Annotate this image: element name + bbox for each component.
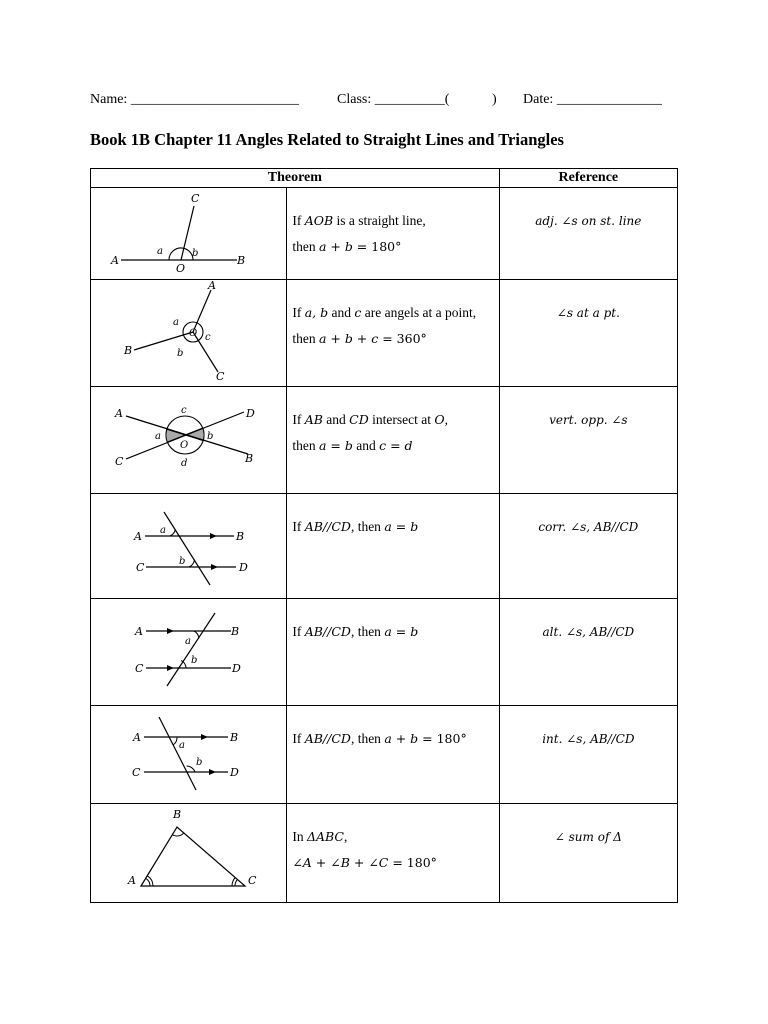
statement-cell: [287, 599, 499, 706]
class-field[interactable]: Class: __________(: [337, 92, 450, 107]
vertical-angles-diagram: [91, 387, 287, 493]
figure-cell: [91, 188, 287, 280]
theorem-row-vertical-angles: [91, 387, 678, 494]
name-field[interactable]: Name: ________________________: [90, 92, 299, 107]
statement-line-1: If AB//CD, then a + b = 180°: [292, 731, 467, 746]
reference-cell: [499, 804, 677, 903]
svg-text:C: C: [135, 662, 144, 675]
svg-text:a: a: [160, 525, 166, 536]
statement-line-2: ∠A + ∠B + ∠C = 180°: [292, 855, 437, 870]
svg-text:a: a: [179, 740, 185, 751]
svg-text:O: O: [180, 440, 189, 451]
svg-text:A: A: [128, 874, 136, 887]
class-number-close: ): [492, 92, 497, 107]
svg-text:c: c: [205, 332, 211, 343]
statement-line-2: then a = b and c = d: [292, 438, 413, 453]
svg-text:D: D: [230, 766, 239, 779]
figure-cell: [91, 494, 287, 599]
statement-cell: [287, 387, 499, 494]
svg-text:A: A: [208, 280, 216, 292]
alternate-angles-diagram: [91, 599, 287, 705]
svg-text:A: A: [133, 731, 141, 744]
figure-cell: [91, 599, 287, 706]
figure-cell: [91, 280, 287, 387]
theorem-row-triangle-sum: [91, 804, 678, 903]
svg-text:A: A: [135, 625, 143, 638]
reference-cell: [499, 188, 677, 280]
svg-text:a: a: [185, 636, 191, 647]
reference-text: corr. ∠s, AB//CD: [538, 520, 639, 534]
statement-line-1: In ΔABC,: [292, 829, 348, 844]
corresponding-angles-diagram: [91, 494, 287, 598]
svg-text:a: a: [155, 431, 161, 442]
svg-text:D: D: [239, 561, 248, 574]
svg-text:D: D: [232, 662, 241, 675]
svg-text:d: d: [181, 458, 188, 469]
svg-text:C: C: [216, 370, 225, 383]
statement-cell: [287, 280, 499, 387]
svg-text:b: b: [177, 348, 184, 359]
svg-text:B: B: [237, 254, 246, 267]
theorem-row-corresponding-angles: [91, 494, 678, 599]
svg-text:D: D: [246, 407, 255, 420]
statement-cell: [287, 494, 499, 599]
date-field[interactable]: Date: _______________: [523, 92, 662, 107]
statement-cell: [287, 706, 499, 804]
statement-line-1: If a, b and c are angels at a point,: [292, 305, 477, 320]
svg-text:A: A: [115, 407, 123, 420]
svg-text:b: b: [207, 431, 214, 442]
theorem-table: [90, 168, 678, 903]
svg-text:b: b: [196, 757, 203, 768]
svg-text:C: C: [136, 561, 145, 574]
figure-cell: [91, 706, 287, 804]
reference-text: ∠ sum of Δ: [554, 830, 622, 844]
statement-line-2: then a + b = 180°: [292, 239, 402, 254]
svg-text:C: C: [248, 874, 257, 887]
svg-text:A: A: [134, 530, 142, 543]
interior-angles-diagram: [91, 706, 287, 803]
svg-text:C: C: [115, 455, 124, 468]
svg-text:O: O: [189, 328, 198, 339]
statement-line-1: If AB and CD intersect at O,: [292, 412, 448, 427]
straight-line-angles-diagram: [91, 188, 287, 279]
figure-cell: [91, 387, 287, 494]
statement-line-1: If AOB is a straight line,: [292, 213, 426, 228]
svg-text:B: B: [236, 530, 245, 543]
worksheet-title: Book 1B Chapter 11 Angles Related to Straight Lines and Triangles: [90, 130, 564, 149]
svg-text:b: b: [191, 655, 198, 666]
statement-line-1: If AB//CD, then a = b: [292, 624, 419, 639]
theorem-row-angles-at-point: [91, 280, 678, 387]
svg-text:B: B: [124, 344, 133, 357]
svg-text:b: b: [179, 556, 186, 567]
reference-text: vert. opp. ∠s: [549, 413, 628, 427]
svg-text:c: c: [181, 405, 187, 416]
svg-text:B: B: [230, 731, 239, 744]
statement-line-1: If AB//CD, then a = b: [292, 519, 419, 534]
reference-text: ∠s at a pt.: [556, 306, 620, 320]
svg-text:O: O: [176, 262, 186, 275]
angles-at-point-diagram: [91, 280, 287, 386]
reference-text: alt. ∠s, AB//CD: [542, 625, 635, 639]
reference-cell: [499, 387, 677, 494]
reference-column-header: Reference: [499, 169, 677, 188]
reference-cell: [499, 706, 677, 804]
reference-cell: [499, 599, 677, 706]
svg-text:a: a: [157, 246, 163, 257]
statement-line-2: then a + b + c = 360°: [292, 331, 427, 346]
theorem-row-alternate-angles: [91, 599, 678, 706]
statement-cell: [287, 188, 499, 280]
statement-cell: [287, 804, 499, 903]
svg-text:b: b: [192, 248, 199, 259]
figure-cell: [91, 804, 287, 903]
triangle-angle-sum-diagram: [91, 804, 287, 902]
reference-cell: [499, 280, 677, 387]
table-header-row: [91, 169, 678, 188]
svg-text:C: C: [191, 192, 200, 205]
svg-text:C: C: [132, 766, 141, 779]
reference-text: adj. ∠s on st. line: [535, 214, 642, 228]
theorem-row-interior-angles: [91, 706, 678, 804]
theorem-column-header: Theorem: [91, 169, 500, 188]
svg-text:B: B: [231, 625, 240, 638]
svg-text:B: B: [245, 452, 254, 465]
svg-text:a: a: [173, 317, 179, 328]
reference-text: int. ∠s, AB//CD: [542, 732, 635, 746]
theorem-row-straight-line: [91, 188, 678, 280]
reference-cell: [499, 494, 677, 599]
svg-text:A: A: [111, 254, 119, 267]
svg-text:B: B: [173, 808, 182, 821]
